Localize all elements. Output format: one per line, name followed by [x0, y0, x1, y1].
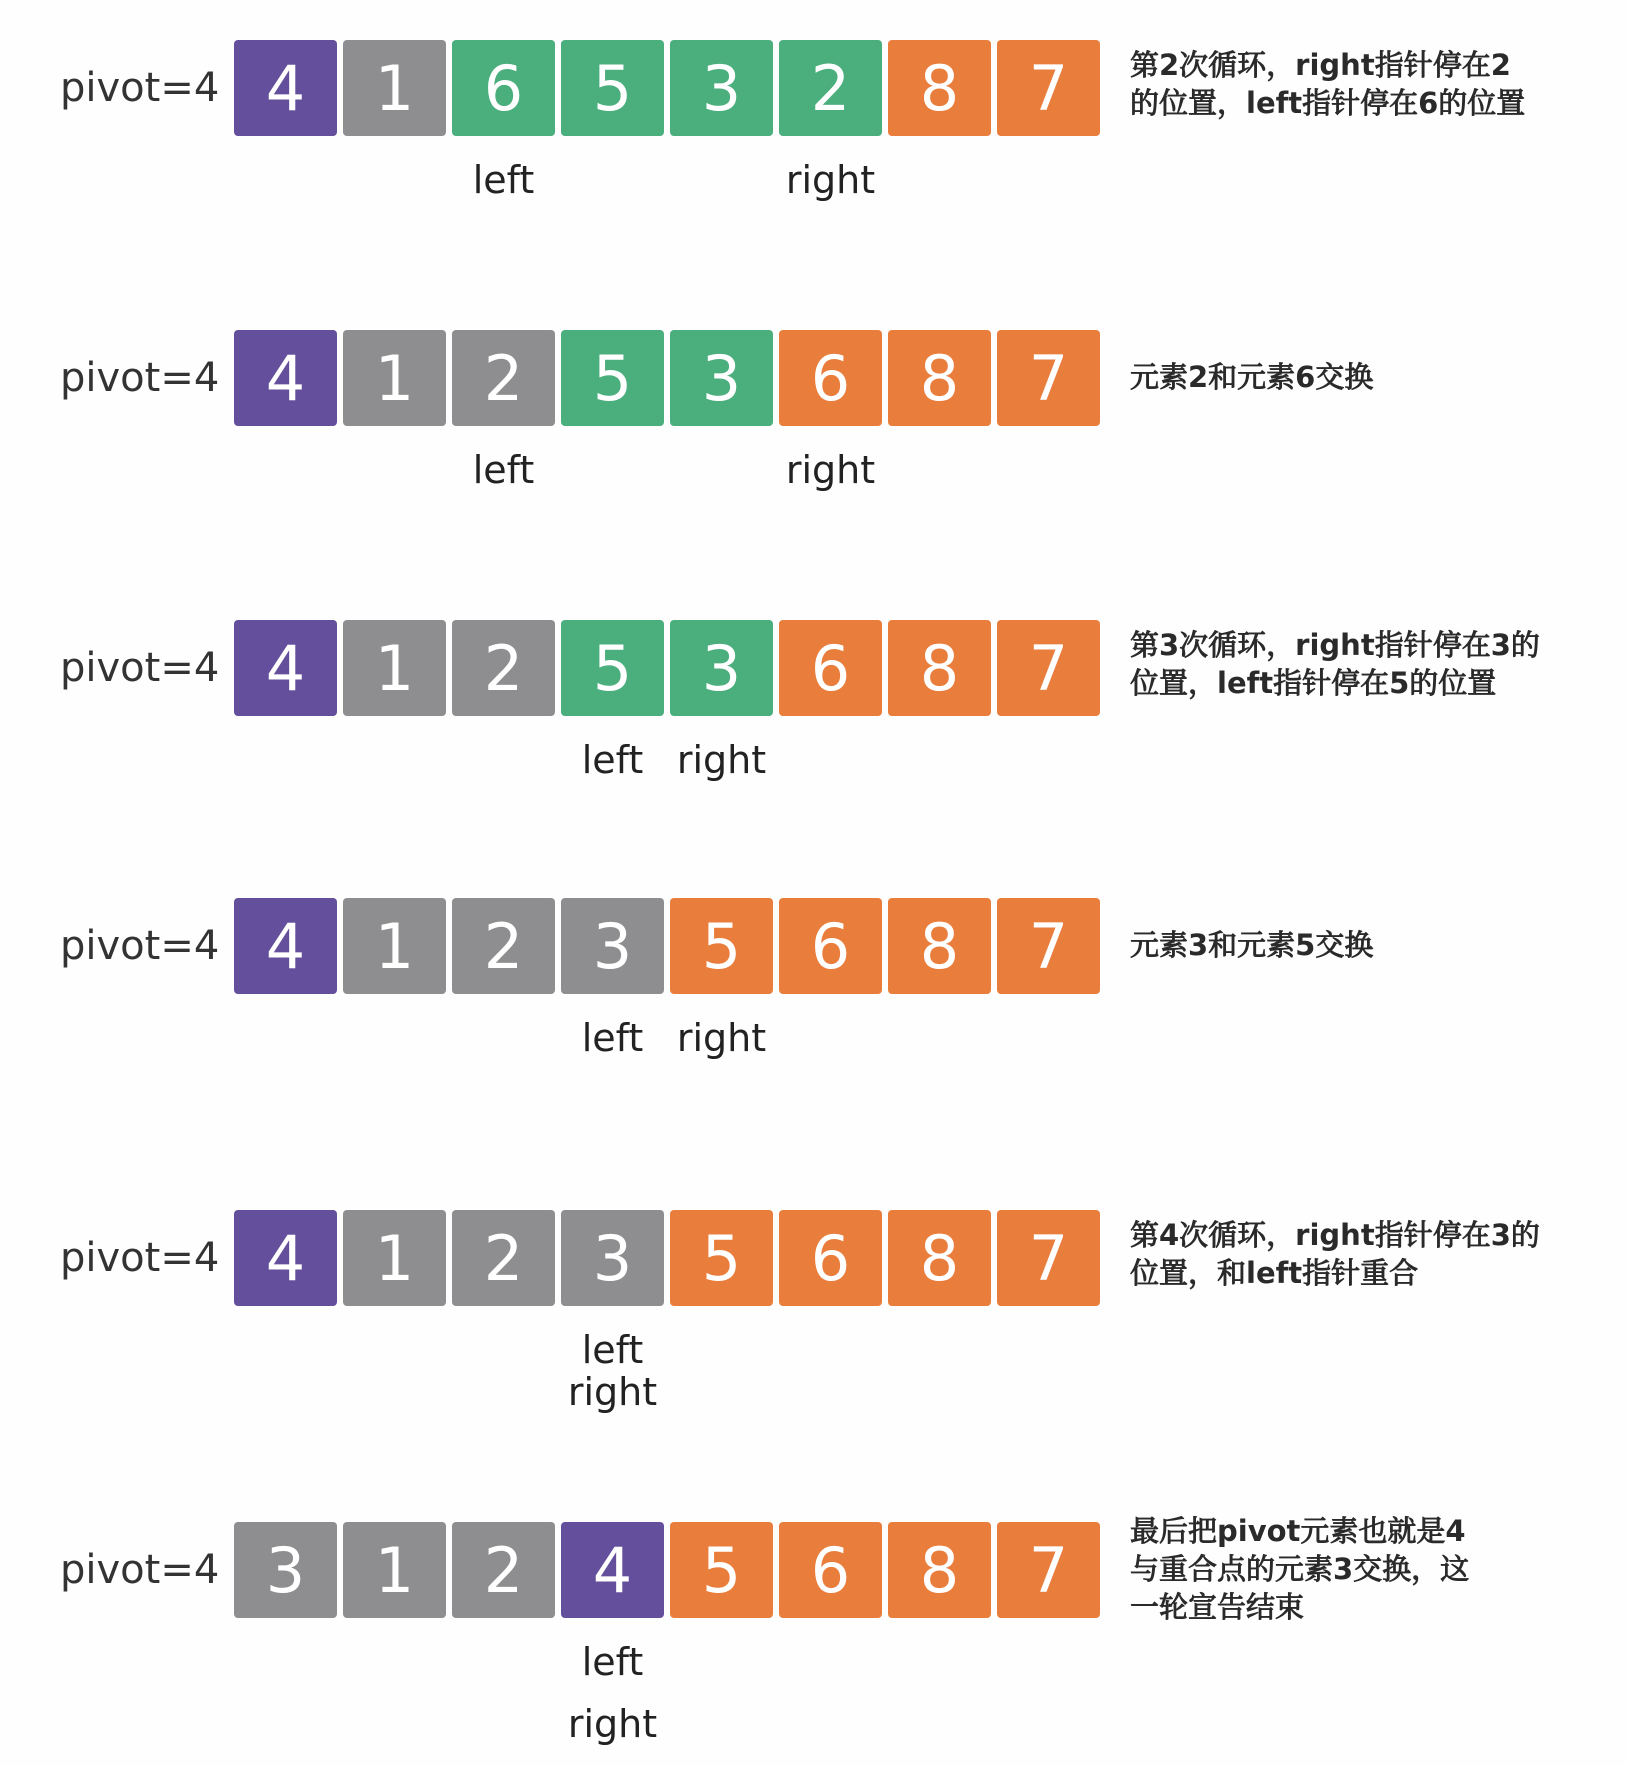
array-cell: 5 [561, 330, 664, 426]
pivot-label: pivot=4 [60, 645, 220, 691]
array-cell: 2 [779, 40, 882, 136]
pivot-label: pivot=4 [60, 355, 220, 401]
step-4 [0, 898, 1626, 1058]
left-pointer-label: left [581, 1016, 644, 1060]
array-cell: 4 [234, 40, 337, 136]
array-cell: 5 [670, 1210, 773, 1306]
array-cell: 5 [670, 898, 773, 994]
array-cell: 8 [888, 40, 991, 136]
array-cell: 7 [997, 898, 1100, 994]
array-cell: 3 [234, 1522, 337, 1618]
array-cell: 1 [343, 620, 446, 716]
array-cell: 6 [779, 330, 882, 426]
note-line: 位置，和left指针重合 [1130, 1256, 1419, 1290]
right-pointer-label: right [567, 1702, 658, 1746]
note-line: 第2次循环，right指针停在2 [1130, 48, 1511, 82]
array-cell: 2 [452, 898, 555, 994]
array-cell: 3 [670, 620, 773, 716]
note-line: 第4次循环，right指针停在3的 [1130, 1218, 1540, 1252]
pivot-label: pivot=4 [60, 1547, 220, 1593]
array-row [234, 330, 1100, 426]
array-cell: 6 [779, 1210, 882, 1306]
step-note [1130, 1216, 1610, 1292]
pivot-label: pivot=4 [60, 923, 220, 969]
array-cell: 4 [234, 330, 337, 426]
right-pointer-label: right [567, 1370, 658, 1414]
array-row [234, 898, 1100, 994]
array-cell: 7 [997, 620, 1100, 716]
array-cell: 6 [779, 898, 882, 994]
note-line: 元素2和元素6交换 [1130, 360, 1374, 394]
left-pointer-label: left [581, 738, 644, 782]
step-note [1130, 1512, 1610, 1626]
pivot-label: pivot=4 [60, 1235, 220, 1281]
array-row [234, 1522, 1100, 1618]
array-cell: 1 [343, 40, 446, 136]
left-pointer-label: left [472, 158, 535, 202]
left-pointer-label: left [472, 448, 535, 492]
array-cell: 1 [343, 1210, 446, 1306]
array-cell: 2 [452, 1522, 555, 1618]
step-3 [0, 620, 1626, 780]
array-cell: 4 [561, 1522, 664, 1618]
array-cell: 7 [997, 1522, 1100, 1618]
array-cell: 5 [561, 620, 664, 716]
array-cell: 2 [452, 1210, 555, 1306]
array-cell: 1 [343, 330, 446, 426]
array-cell: 2 [452, 330, 555, 426]
array-cell: 6 [779, 1522, 882, 1618]
note-line: 元素3和元素5交换 [1130, 928, 1374, 962]
array-cell: 3 [561, 898, 664, 994]
step-6 [0, 1514, 1626, 1746]
step-note [1130, 358, 1610, 396]
array-cell: 8 [888, 620, 991, 716]
array-cell: 4 [234, 1210, 337, 1306]
array-row [234, 40, 1100, 136]
array-cell: 7 [997, 40, 1100, 136]
array-cell: 4 [234, 898, 337, 994]
right-pointer-label: right [785, 448, 876, 492]
array-cell: 6 [779, 620, 882, 716]
step-5 [0, 1210, 1626, 1414]
array-cell: 5 [670, 1522, 773, 1618]
array-row [234, 1210, 1100, 1306]
note-line: 位置，left指针停在5的位置 [1130, 666, 1497, 700]
step-note [1130, 926, 1610, 964]
array-cell: 3 [670, 40, 773, 136]
pivot-label: pivot=4 [60, 65, 220, 111]
array-cell: 1 [343, 898, 446, 994]
note-line: 与重合点的元素3交换，这 [1130, 1552, 1470, 1586]
step-note [1130, 46, 1610, 122]
right-pointer-label: right [676, 1016, 767, 1060]
array-cell: 8 [888, 1522, 991, 1618]
array-cell: 2 [452, 620, 555, 716]
right-pointer-label: right [785, 158, 876, 202]
array-cell: 5 [561, 40, 664, 136]
left-pointer-label: left [581, 1640, 644, 1684]
array-cell: 3 [561, 1210, 664, 1306]
array-cell: 4 [234, 620, 337, 716]
note-line: 最后把pivot元素也就是4 [1130, 1514, 1466, 1548]
array-cell: 8 [888, 1210, 991, 1306]
note-line: 一轮宣告结束 [1130, 1590, 1305, 1624]
note-line: 的位置，left指针停在6的位置 [1130, 86, 1526, 120]
note-line: 第3次循环，right指针停在3的 [1130, 628, 1540, 662]
array-cell: 7 [997, 1210, 1100, 1306]
array-cell: 7 [997, 330, 1100, 426]
array-cell: 6 [452, 40, 555, 136]
array-cell: 3 [670, 330, 773, 426]
left-pointer-label: left [581, 1328, 644, 1372]
step-2 [0, 330, 1626, 490]
array-cell: 1 [343, 1522, 446, 1618]
array-cell: 8 [888, 898, 991, 994]
array-row [234, 620, 1100, 716]
right-pointer-label: right [676, 738, 767, 782]
array-cell: 8 [888, 330, 991, 426]
step-note [1130, 626, 1610, 702]
step-1 [0, 40, 1626, 200]
